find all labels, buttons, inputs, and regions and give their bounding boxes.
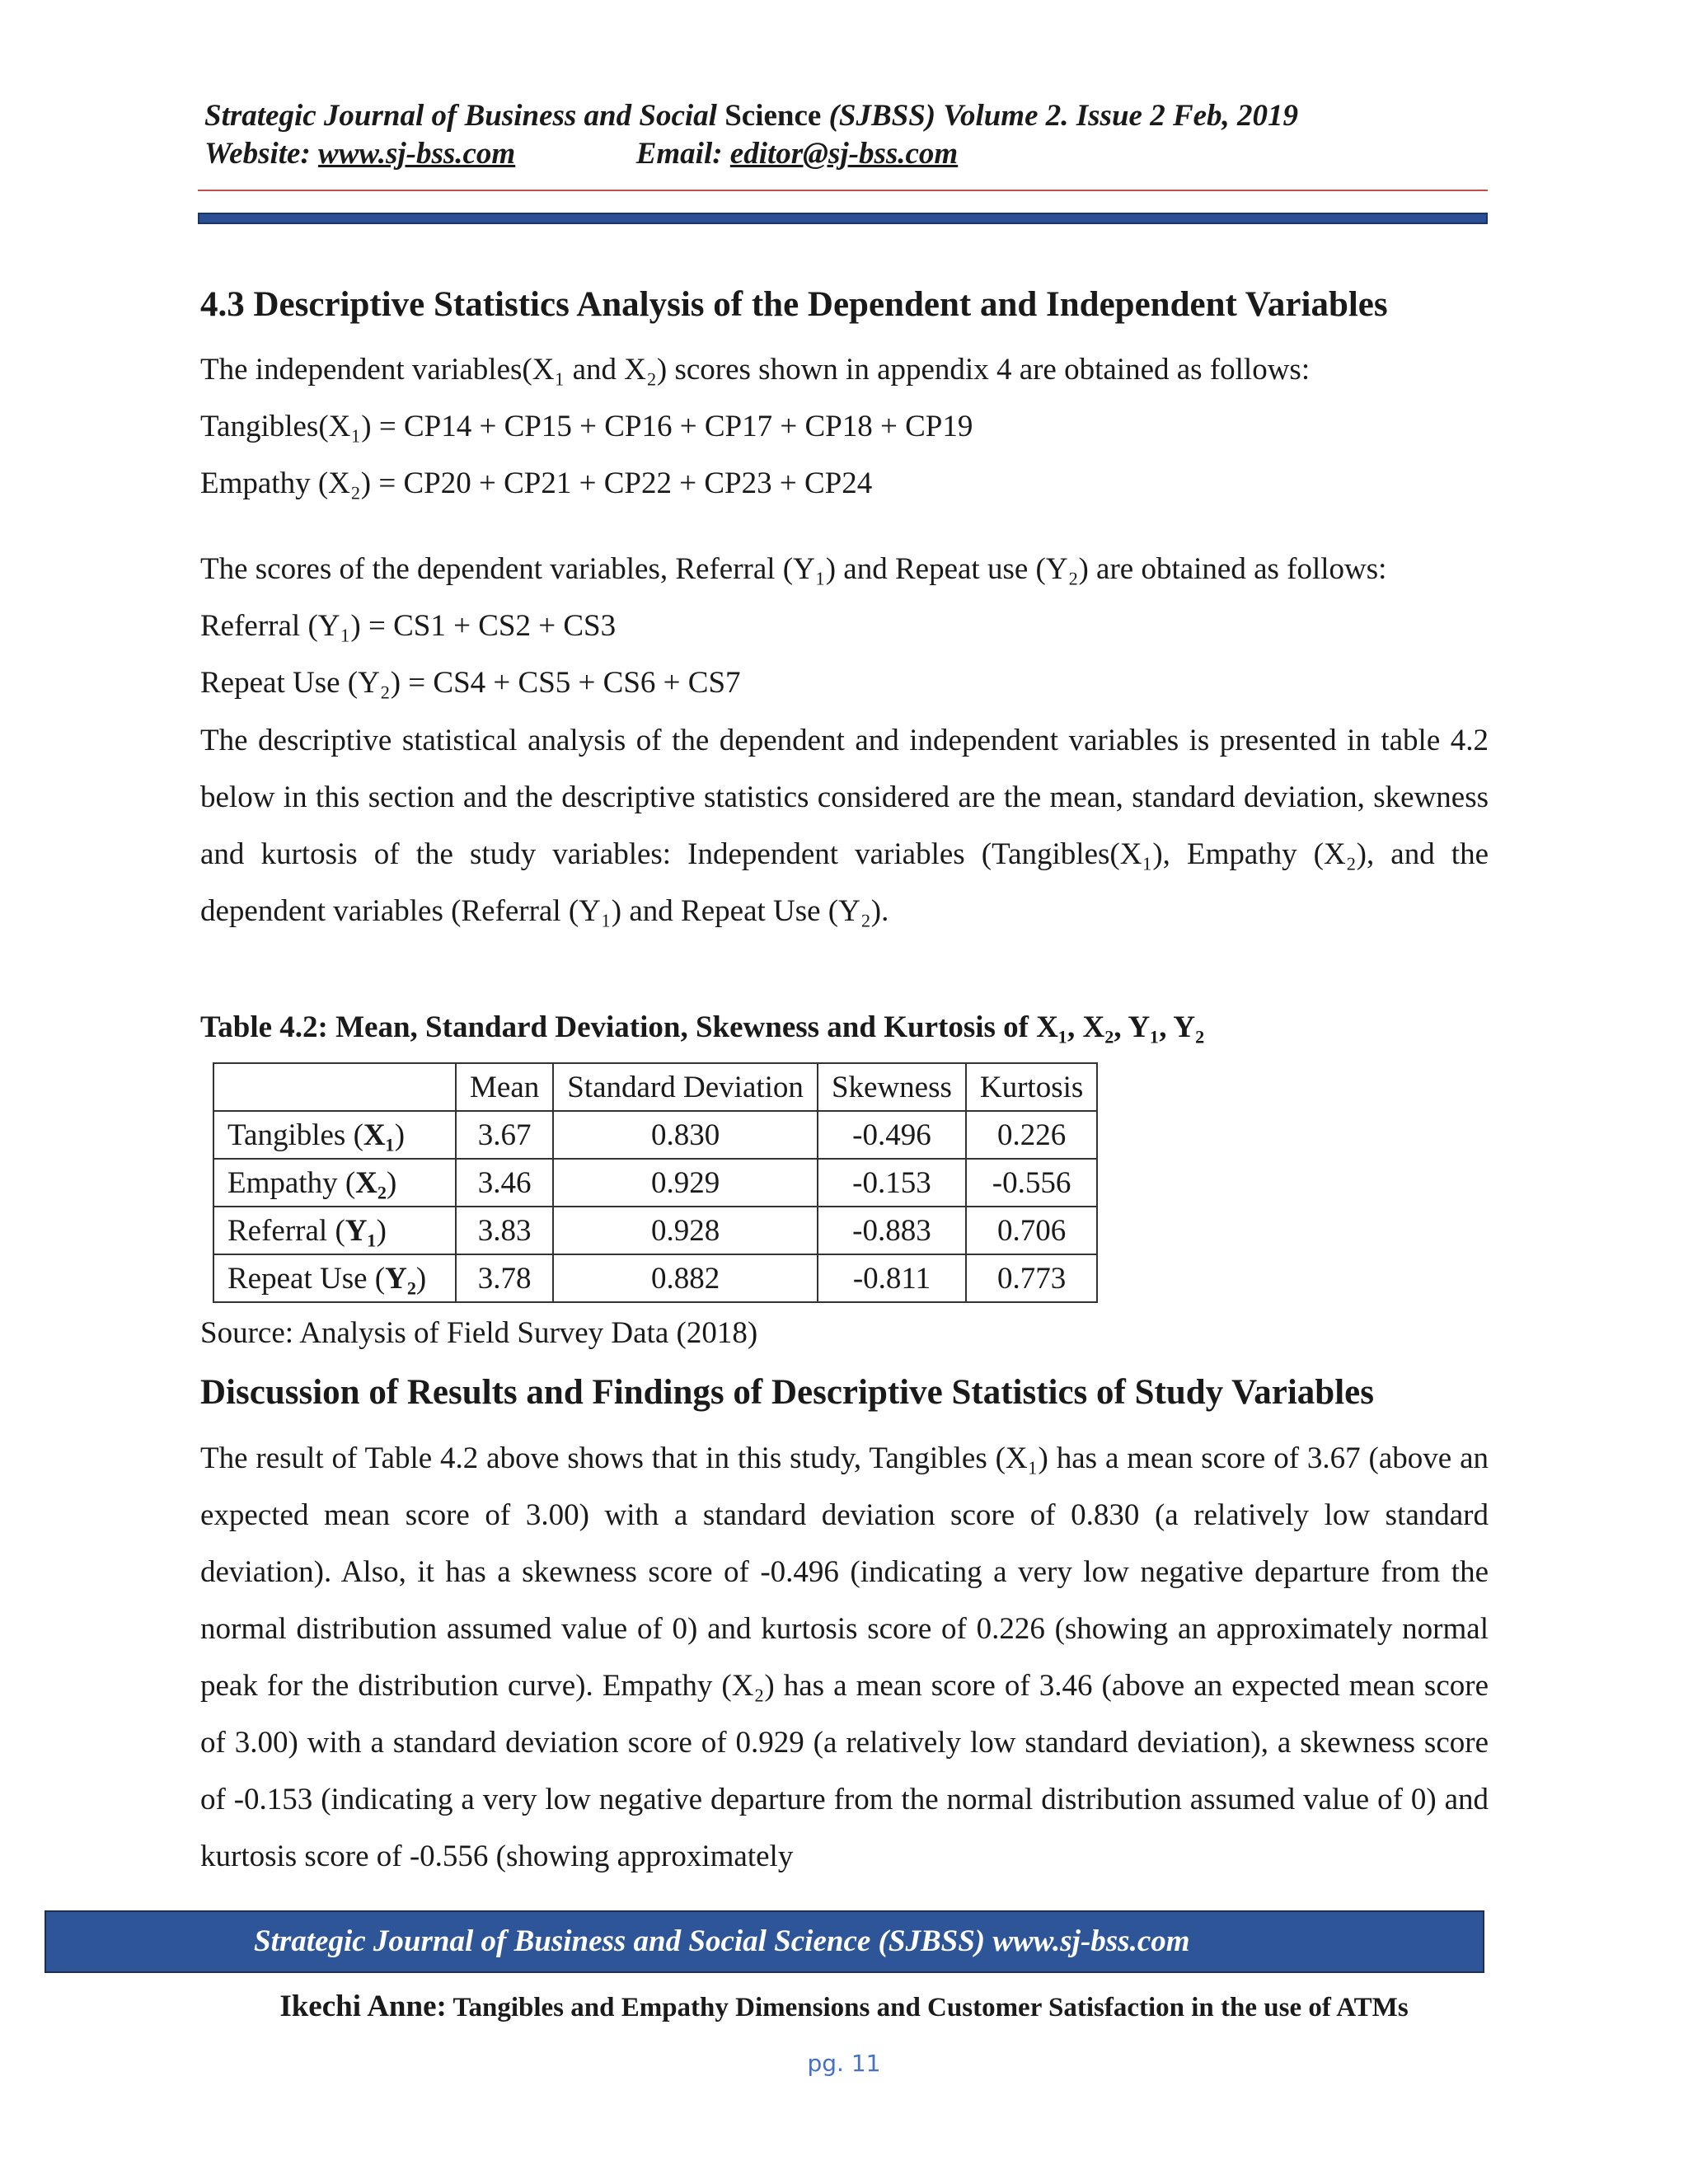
skewness-cell: -0.883 [818,1207,966,1254]
row-label: Empathy (X₂) [213,1159,456,1207]
footer-banner: Strategic Journal of Business and Social Science (SJBSS) www.sj-bss.com [45,1910,1484,1973]
dependent-intro: The scores of the dependent variables, Referral (Y₁) and Repeat use (Y₂) are obtained as follows: [200,552,1387,586]
table-row [213,1207,1097,1254]
kurtosis-cell: -0.556 [966,1159,1097,1207]
kurtosis-cell: 0.773 [966,1254,1097,1302]
referral-formula: Referral (Y₁) = CS1 + CS2 + CS3 [200,609,617,643]
skewness-cell: -0.496 [818,1111,966,1159]
table-source: Source: Analysis of Field Survey Data (2018) [200,1316,758,1350]
table-row [213,1111,1097,1159]
mean-cell: 3.67 [456,1111,553,1159]
mean-cell: 3.78 [456,1254,553,1302]
header-rule-blue [198,213,1488,224]
row-label: Referral (Y₁) [213,1207,456,1254]
sd-cell: 0.928 [553,1207,818,1254]
website-label: Website: [204,137,311,171]
header-rule-red [198,190,1488,191]
table-caption: Table 4.2: Mean, Standard Deviation, Skewness and Kurtosis of X₁, X₂, Y₁, Y₂ [200,1010,1205,1044]
email-link[interactable]: editor@sj-bss.com [729,137,959,171]
table-header-cell: Standard Deviation [553,1063,818,1111]
sd-cell: 0.882 [553,1254,818,1302]
sd-cell: 0.830 [553,1111,818,1159]
table-header-cell: Skewness [818,1063,966,1111]
journal-contact-line [204,135,958,173]
mean-cell: 3.46 [456,1159,553,1207]
sd-cell: 0.929 [553,1159,818,1207]
email-label: Email: [635,137,723,171]
footer-author-line [0,1989,1688,2024]
table-row [213,1159,1097,1207]
page-number: pg. 11 [807,2050,881,2077]
table-row [213,1254,1097,1302]
repeat-use-formula: Repeat Use (Y₂) = CS4 + CS5 + CS6 + CS7 [200,666,741,700]
table-header-cell: Kurtosis [966,1063,1097,1111]
journal-header-line [204,97,1298,135]
skewness-cell: -0.811 [818,1254,966,1302]
footer-author: Ikechi Anne: [279,1990,447,2023]
table-header-cell: Mean [456,1063,553,1111]
section-heading: 4.3 Descriptive Statistics Analysis of the Dependent and Independent Variables [200,285,1388,324]
footer-article-title: Tangibles and Empathy Dimensions and Customer Satisfaction in the use of ATMs [452,1993,1409,2022]
discussion-heading: Discussion of Results and Findings of Descriptive Statistics of Study Variables [200,1373,1374,1412]
discussion-paragraph: The result of Table 4.2 above shows that in this study, Tangibles (X₁) has a mean score of 3.67 (above an expected mean score of 3.00) with a standard deviation score of 0.830 (a relatively low standard deviation). Also, it has a skewness score of -0.496 (indicating a very low negative departure from the normal distribution assumed value of 0) and kurtosis score of 0.226 (showing an approximately normal peak for the distribution curve). Empathy (X₂) has a mean score of 3.46 (above an expected mean score of 3.00) with a standard deviation score of 0.929 (a relatively low standard deviation), a skewness score of -0.153 (indicating a very low negative departure from the normal distribution assumed value of 0) and kurtosis score of -0.556 (showing approximately [200,1441,1489,1873]
skewness-cell: -0.153 [818,1159,966,1207]
journal-volume: (SJBSS) Volume 2. Issue 2 Feb, 2019 [828,99,1299,133]
table-header-row [213,1063,1097,1111]
kurtosis-cell: 0.226 [966,1111,1097,1159]
analysis-paragraph: The descriptive statistical analysis of the dependent and independent variables is presented in table 4.2 below in this section and the descriptive statistics considered are the mean, standard deviation, skewness and kurtosis of the study variables: Independent variables (Tangibles(X₁), Empathy (X₂), and the dependent variables (Referral (Y₁) and Repeat Use (Y₂). [200,724,1489,928]
row-label: Repeat Use (Y₂) [213,1254,456,1302]
empathy-formula: Empathy (X₂) = CP20 + CP21 + CP22 + CP23 + CP24 [200,466,873,500]
journal-name-part2: Science [724,99,822,133]
row-label: Tangibles (X₁) [213,1111,456,1159]
kurtosis-cell: 0.706 [966,1207,1097,1254]
descriptive-statistics-table [213,1062,1098,1303]
table-header-cell [213,1063,456,1111]
journal-name-part1: Strategic Journal of Business and Social [204,99,717,133]
tangibles-formula: Tangibles(X₁) = CP14 + CP15 + CP16 + CP17 + CP18 + CP19 [200,410,973,443]
mean-cell: 3.83 [456,1207,553,1254]
independent-intro: The independent variables(X₁ and X₂) scores shown in appendix 4 are obtained as follows: [200,353,1311,387]
website-link[interactable]: www.sj-bss.com [318,137,516,171]
